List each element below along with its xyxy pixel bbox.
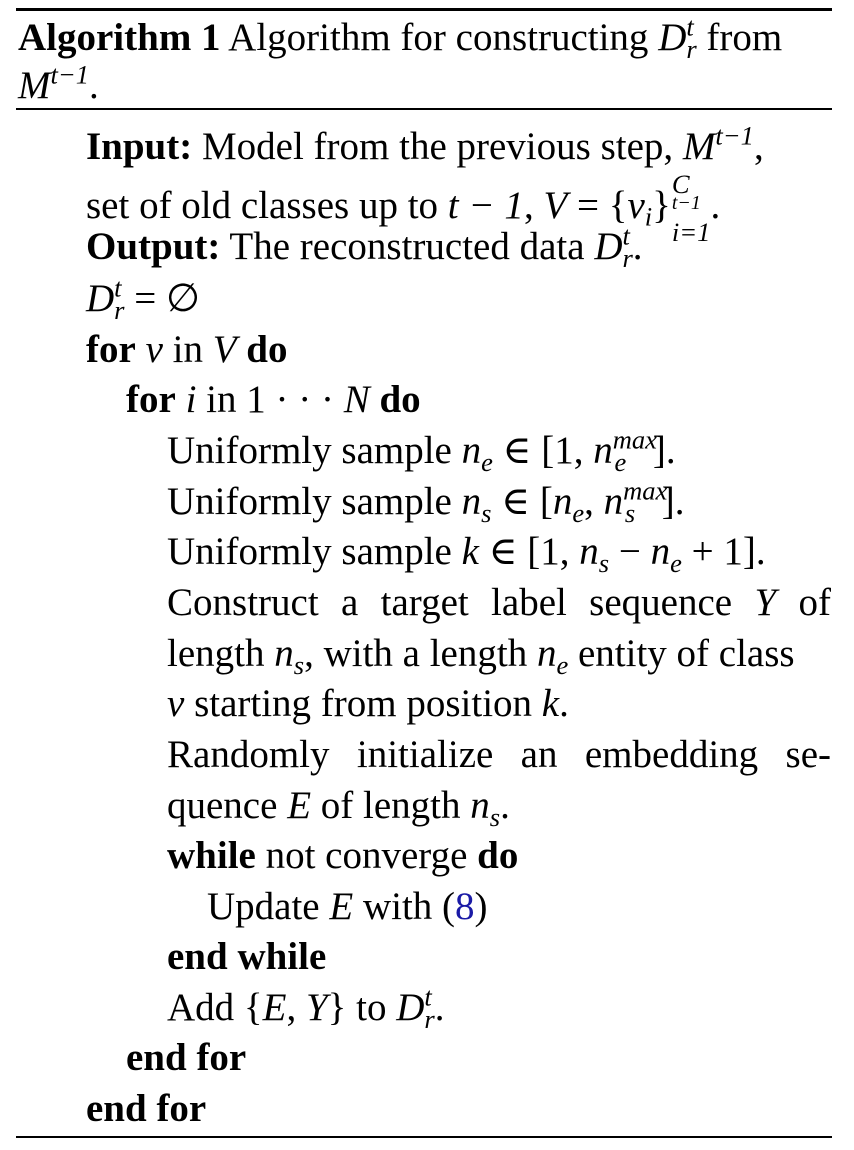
- caption-from: from: [706, 16, 783, 59]
- output-label: Output:: [86, 225, 221, 268]
- random-init-line-2: quence E of length $n_s$.: [167, 784, 510, 832]
- input-line-2: set of old classes up to t − 1, $V = \{v_i\}$ C $^{t-1}$ i=1 .: [86, 169, 721, 247]
- for-inner-line: for i in 1 · · · N do: [126, 378, 421, 421]
- construct-line-3: v starting from position k.: [167, 682, 569, 725]
- end-while-line: end while: [167, 935, 327, 978]
- add-line: Add {E, Y} to $D^t_r$.: [167, 981, 445, 1034]
- bottom-rule: [16, 1136, 832, 1138]
- caption-text: Algorithm for constructing: [228, 16, 649, 59]
- init-line: $D^t_r$ = ∅: [86, 272, 200, 325]
- top-rule: [16, 8, 832, 11]
- set-bounds: C $^{t-1}$ i=1: [671, 169, 711, 247]
- sample-k-line: Uniformly sample k ∈ [1, $n_s - n_e + 1$].: [167, 530, 766, 578]
- equation-ref-link[interactable]: 8: [455, 885, 475, 928]
- while-line: while not converge do: [167, 834, 519, 877]
- caption-line-2: $M^{t-1}$.: [18, 59, 99, 107]
- for-outer-line: for v in V do: [86, 328, 288, 371]
- end-for-outer-line: end for: [86, 1087, 207, 1130]
- algorithm-caption: [18, 11, 834, 110]
- caption-symbol-d: $D^t_r$: [658, 11, 697, 64]
- output-line: Output: The reconstructed data $D^t_r$.: [86, 220, 643, 273]
- input-line-1: Input: Model from the previous step, $M^{t-1}$,: [86, 120, 764, 168]
- end-for-inner-line: end for: [126, 1036, 247, 1079]
- input-label: Input:: [86, 125, 193, 168]
- algorithm-label: Algorithm 1: [18, 16, 221, 59]
- construct-line-2: length $n_s$, with a length $n_e$ entity of class: [167, 632, 795, 680]
- sample-ns-line: Uniformly sample $n_s$ ∈ [$n_e$, $n^{max}_s$ ].: [167, 475, 685, 528]
- sample-ne-line: Uniformly sample $n_e$ ∈ [1, $n^{max}_e$ ].: [167, 424, 676, 477]
- random-init-line-1: Randomly initialize an embedding se-: [167, 733, 831, 776]
- caption-rule: [16, 108, 832, 110]
- construct-line-1: Construct a target label sequence Y of: [167, 581, 831, 624]
- update-line: Update E with (8): [207, 885, 488, 928]
